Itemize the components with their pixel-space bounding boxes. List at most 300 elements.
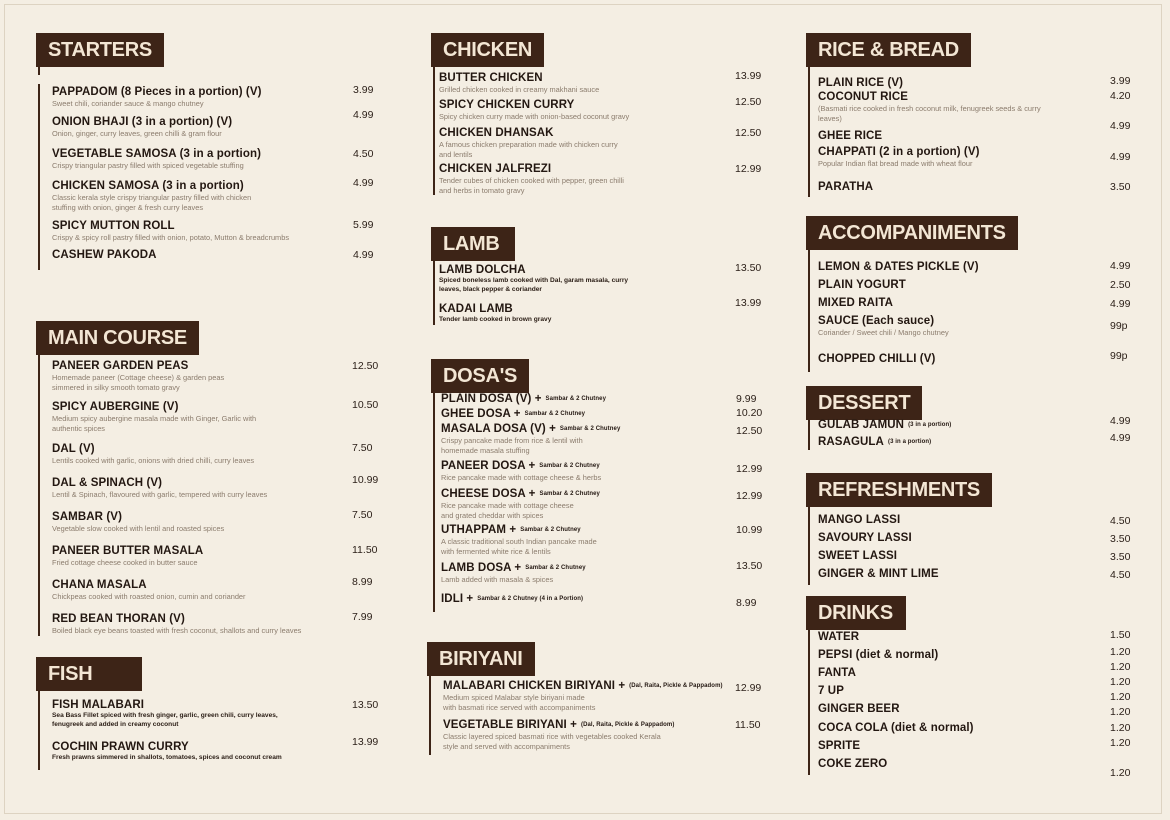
item-description-line2: with basmati rice served with accompaniments (443, 703, 596, 712)
item-description: (Basmati rice cooked in fresh coconut milk, fenugreek seeds & curry (818, 104, 1041, 113)
item-name (441, 423, 620, 435)
item-name-text: SPICY MUTTON ROLL (52, 220, 175, 232)
starters-price: 4.50 (353, 148, 374, 160)
item-name-text: UTHAPPAM + (441, 524, 517, 536)
main-course-item (52, 477, 267, 499)
item-name-text: GULAB JAMUN (818, 419, 905, 431)
item-name-text: BUTTER CHICKEN (439, 72, 543, 84)
item-description: Crispy pancake made from rice & lentil with (441, 436, 583, 445)
accompaniments-item (818, 279, 906, 291)
item-name (818, 758, 887, 770)
biriyani-item (443, 719, 674, 751)
item-description: Spicy chicken curry made with onion-based coconut gravy (439, 112, 630, 121)
item-note: Sambar & 2 Chutney (545, 395, 607, 402)
main-course-price: 12.50 (352, 360, 379, 372)
item-name-text: MASALA DOSA (V) + (441, 423, 556, 435)
dessert-rule (808, 418, 810, 450)
dosas-price: 12.99 (736, 463, 763, 475)
lamb-item (439, 303, 551, 324)
accompaniments-heading: ACCOMPANIMENTS (806, 216, 1018, 250)
biriyani-rule (429, 676, 431, 755)
fish-price: 13.50 (352, 699, 379, 711)
lamb-item (439, 264, 628, 294)
item-name (52, 249, 157, 261)
item-name (818, 550, 897, 562)
item-name-text: KADAI LAMB (439, 303, 513, 315)
item-name-text: IDLI + (441, 593, 474, 605)
item-name-text: PEPSI (diet & normal) (818, 649, 939, 661)
item-name (818, 181, 873, 193)
drinks-item (818, 631, 859, 643)
dessert-item (818, 419, 951, 431)
lamb-price: 13.99 (735, 297, 762, 309)
item-name-text: SAUCE (Each sauce) (818, 315, 935, 327)
item-name (818, 419, 951, 431)
item-description: A classic traditional south Indian pancake made (441, 537, 597, 546)
drinks-item (818, 649, 938, 661)
item-name (818, 130, 882, 142)
item-description-line2: stuffing with onion, ginger & fresh curry leaves (52, 203, 204, 212)
accompaniments-item (818, 297, 893, 309)
item-description: Coriander / Sweet chili / Mango chutney (818, 328, 949, 337)
item-name (441, 393, 606, 405)
item-name (818, 631, 859, 643)
item-name-text: 7 UP (818, 685, 844, 697)
dosas-price: 10.99 (736, 524, 763, 536)
main-course-heading: MAIN COURSE (36, 321, 199, 355)
item-name (439, 264, 628, 276)
item-name (818, 77, 903, 89)
dessert-heading: DESSERT (806, 386, 922, 420)
item-name (439, 163, 624, 175)
item-name (52, 613, 301, 625)
dessert-price: 4.99 (1110, 415, 1131, 427)
item-name-text: GINGER & MINT LIME (818, 568, 939, 580)
item-name-text: SAVOURY LASSI (818, 532, 912, 544)
item-name-text: MANGO LASSI (818, 514, 901, 526)
item-description: Tender lamb cooked in brown gravy (439, 316, 552, 323)
main-course-price: 7.50 (352, 509, 373, 521)
item-description-line2: simmered in silky smooth tomato gravy (52, 383, 180, 392)
drinks-extra-price: 1.20 (1110, 767, 1131, 779)
item-description-line2: with fermented white rice & lentils (441, 547, 551, 556)
drinks-item (818, 722, 974, 734)
item-name-text: RED BEAN THORAN (V) (52, 613, 185, 625)
chicken-price: 12.50 (735, 96, 762, 108)
drinks-heading: DRINKS (806, 596, 906, 630)
item-description: Rice pancake made with cottage cheese & herbs (441, 473, 602, 482)
item-name-text: VEGETABLE SAMOSA (3 in a portion) (52, 148, 262, 160)
item-description: Classic kerala style crispy triangular pastry filled with chicken (52, 193, 252, 202)
item-name-text: COCHIN PRAWN CURRY (52, 741, 189, 753)
accompaniments-rule (808, 252, 810, 372)
chicken-price: 13.99 (735, 70, 762, 82)
accompaniments-item (818, 315, 949, 337)
rice-bread-item (818, 91, 1041, 123)
item-name (439, 99, 629, 111)
item-description: Spiced boneless lamb cooked with Dal, garam masala, curry (439, 277, 629, 284)
item-note: Sambar & 2 Chutney (524, 410, 586, 417)
item-note: Sambar & 2 Chutney (559, 425, 621, 432)
item-description-line2: fenugreek and added in creamy coconut (52, 721, 179, 728)
drinks-price: 1.20 (1110, 646, 1131, 658)
accompaniments-price: 2.50 (1110, 279, 1131, 291)
refreshments-item (818, 532, 912, 544)
rice-bread-rule (808, 68, 810, 197)
item-name (441, 488, 600, 500)
dosas-item (441, 524, 597, 556)
item-name-text: DAL & SPINACH (V) (52, 477, 163, 489)
item-description-line2: and grated cheddar with spices (441, 511, 544, 520)
starters-price: 4.99 (353, 177, 374, 189)
drinks-item (818, 740, 860, 752)
item-description: Crispy triangular pastry filled with spiced vegetable stuffing (52, 161, 244, 170)
item-note: (Dal, Raita, Pickle & Pappadom) (629, 682, 723, 689)
item-name-text: MIXED RAITA (818, 297, 893, 309)
item-name-text: PAPPADOM (8 Pieces in a portion) (V) (52, 86, 262, 98)
item-name (818, 685, 844, 697)
starters-item (52, 116, 232, 138)
item-name-text: CHEESE DOSA + (441, 488, 536, 500)
refreshments-item (818, 514, 900, 526)
refreshments-price: 4.50 (1110, 515, 1131, 527)
dosas-price: 8.99 (736, 597, 757, 609)
item-name-text: GHEE RICE (818, 130, 883, 142)
item-name-text: CASHEW PAKODA (52, 249, 157, 261)
main-course-price: 8.99 (352, 576, 373, 588)
main-course-price: 7.99 (352, 611, 373, 623)
dessert-price: 4.99 (1110, 432, 1131, 444)
item-description: Sweet chili, coriander sauce & mango chutney (52, 99, 204, 108)
item-name-text: LAMB DOLCHA (439, 264, 526, 276)
refreshments-price: 3.50 (1110, 551, 1131, 563)
rice-bread-item (818, 130, 882, 142)
item-name-text: SPRITE (818, 740, 861, 752)
dosas-rule (433, 392, 435, 612)
item-name (439, 127, 618, 139)
fish-price: 13.99 (352, 736, 379, 748)
item-name (818, 667, 856, 679)
item-description: Sea Bass Fillet spiced with fresh ginger, garlic, green chili, curry leaves, (52, 712, 278, 719)
item-name-text: WATER (818, 631, 860, 643)
item-name (52, 699, 278, 711)
item-description: Boiled black eye beans toasted with fresh coconut, shallots and curry leaves (52, 626, 302, 635)
item-name (52, 148, 261, 160)
dessert-item (818, 436, 931, 448)
rice-bread-price: 3.99 (1110, 75, 1131, 87)
item-description: Rice pancake made with cottage cheese (441, 501, 574, 510)
drinks-rule (808, 630, 810, 775)
accompaniments-price: 4.99 (1110, 260, 1131, 272)
item-name (818, 297, 893, 309)
chicken-item (439, 99, 629, 121)
dosas-item (441, 562, 586, 584)
item-name-text: ONION BHAJI (3 in a portion) (V) (52, 116, 233, 128)
item-description: Fried cottage cheese cooked in butter sauce (52, 558, 198, 567)
drinks-price: 1.20 (1110, 706, 1131, 718)
dosas-heading: DOSA'S (431, 359, 529, 393)
refreshments-item (818, 568, 939, 580)
item-name-text: GHEE DOSA + (441, 408, 521, 420)
lamb-price: 13.50 (735, 262, 762, 274)
item-name-text: CHICKEN JALFREZI (439, 163, 552, 175)
item-name-text: RASAGULA (818, 436, 884, 448)
accompaniments-price: 99p (1110, 350, 1128, 362)
accompaniments-item (818, 353, 935, 365)
item-name (441, 460, 601, 472)
refreshments-heading: REFRESHMENTS (806, 473, 992, 507)
item-name (818, 279, 906, 291)
chicken-item (439, 127, 618, 159)
dosas-price: 9.99 (736, 393, 757, 405)
item-name (818, 436, 931, 448)
item-name-text: SPICY AUBERGINE (V) (52, 401, 179, 413)
item-name (818, 703, 900, 715)
item-name-text: COKE ZERO (818, 758, 888, 770)
starters-item (52, 148, 261, 170)
item-name (441, 524, 597, 536)
drinks-item (818, 758, 887, 770)
fish-item (52, 699, 278, 729)
drinks-item (818, 685, 844, 697)
main-course-rule (38, 355, 40, 636)
drinks-price: 1.20 (1110, 661, 1131, 673)
item-name (441, 593, 583, 605)
item-name (818, 740, 860, 752)
item-name (52, 116, 232, 128)
item-name (52, 741, 282, 753)
main-course-price: 7.50 (352, 442, 373, 454)
starters-price: 5.99 (353, 219, 374, 231)
item-name (443, 680, 723, 692)
rice-bread-heading: RICE & BREAD (806, 33, 971, 67)
item-description-line2: homemade masala stuffing (441, 446, 530, 455)
item-description: Medium spicy aubergine masala made with Ginger, Garlic with (52, 414, 257, 423)
item-name (52, 477, 267, 489)
main-course-price: 10.50 (352, 399, 379, 411)
main-course-item (52, 401, 256, 433)
item-name (441, 408, 585, 420)
chicken-price: 12.99 (735, 163, 762, 175)
item-name-text: PARATHA (818, 181, 874, 193)
item-name-text: LEMON & DATES PICKLE (V) (818, 261, 979, 273)
dosas-item (441, 593, 583, 605)
item-name-text: MALABARI CHICKEN BIRIYANI + (443, 680, 626, 692)
item-description: Onion, ginger, curry leaves, green chilli & gram flour (52, 129, 222, 138)
item-description: A famous chicken preparation made with chicken curry (439, 140, 618, 149)
drinks-price: 1.20 (1110, 722, 1131, 734)
fish-item (52, 741, 282, 762)
item-name-text: PLAIN YOGURT (818, 279, 906, 291)
item-name (443, 719, 674, 731)
starters-item (52, 86, 262, 108)
item-name-text: SWEET LASSI (818, 550, 898, 562)
item-name-text: COCA COLA (diet & normal) (818, 722, 974, 734)
item-description: Homemade paneer (Cottage cheese) & garden peas (52, 373, 225, 382)
item-name-text: FANTA (818, 667, 856, 679)
main-course-item (52, 511, 224, 533)
item-name (52, 443, 254, 455)
lamb-rule (433, 260, 435, 325)
item-description: Fresh prawns simmered in shallots, tomatoes, spices and coconut cream (52, 754, 282, 761)
chicken-heading: CHICKEN (431, 33, 544, 67)
rice-bread-item (818, 77, 903, 89)
item-name-text: SAMBAR (V) (52, 511, 122, 523)
item-name (439, 72, 599, 84)
biriyani-heading: BIRIYANI (427, 642, 535, 676)
item-note: (Dal, Raita, Pickle & Pappadom) (580, 721, 675, 728)
item-description: Tender cubes of chicken cooked with pepper, green chilli (439, 176, 624, 185)
biriyani-price: 12.99 (735, 682, 762, 694)
item-description-line2: leaves, black pepper & coriander (439, 286, 542, 293)
fish-rule (38, 690, 40, 770)
rice-bread-price: 4.99 (1110, 151, 1131, 163)
biriyani-price: 11.50 (735, 719, 761, 731)
dosas-price: 12.50 (736, 425, 763, 437)
item-name-text: LAMB DOSA + (441, 562, 522, 574)
item-note: Sambar & 2 Chutney (4 in a Portion) (477, 595, 584, 602)
main-course-item (52, 545, 203, 567)
starters-price: 4.99 (353, 109, 374, 121)
rice-bread-price: 3.50 (1110, 181, 1131, 193)
rice-bread-price: 4.99 (1110, 120, 1131, 132)
item-description: Vegetable slow cooked with lentil and roasted spices (52, 524, 225, 533)
item-name-text: CHANA MASALA (52, 579, 147, 591)
chicken-price: 12.50 (735, 127, 762, 139)
drinks-price: 1.50 (1110, 629, 1131, 641)
item-name (818, 568, 939, 580)
lamb-heading: LAMB (431, 227, 515, 261)
main-course-item (52, 613, 301, 635)
item-description-line2: leaves) (818, 114, 842, 123)
drinks-item (818, 667, 856, 679)
item-description: Chickpeas cooked with roasted onion, cumin and coriander (52, 592, 246, 601)
starters-rule (38, 84, 40, 270)
item-name-text: PLAIN RICE (V) (818, 77, 904, 89)
item-name-text: FISH MALABARI (52, 699, 145, 711)
item-description: Crispy & spicy roll pastry filled with onion, potato, Mutton & breadcrumbs (52, 233, 290, 242)
refreshments-rule (808, 508, 810, 585)
rice-bread-price: 4.20 (1110, 90, 1131, 102)
item-note: (3 in a portion) (887, 438, 932, 445)
drinks-price: 1.20 (1110, 691, 1131, 703)
dosas-item (441, 393, 606, 405)
item-description: Medium spiced Malabar style biriyani made (443, 693, 585, 702)
item-name (818, 353, 935, 365)
item-name-text: PANEER DOSA + (441, 460, 536, 472)
item-name-text: PANEER BUTTER MASALA (52, 545, 204, 557)
item-note: Sambar & 2 Chutney (520, 526, 581, 533)
refreshments-price: 3.50 (1110, 533, 1131, 545)
rice-bread-item (818, 181, 873, 193)
item-note: (3 in a portion) (908, 421, 952, 428)
starters-heading: STARTERS (36, 33, 164, 67)
dosas-item (441, 460, 601, 482)
starters-price: 4.99 (353, 249, 374, 261)
item-description: Classic layered spiced basmati rice with vegetables cooked Kerala (443, 732, 661, 741)
starters-item (52, 220, 289, 242)
fish-heading: FISH (36, 657, 142, 691)
item-description-line2: style and served with accompaniments (443, 742, 570, 751)
main-course-item (52, 579, 246, 601)
item-name (818, 261, 979, 273)
item-name (52, 579, 246, 591)
item-name (52, 511, 224, 523)
item-name (52, 86, 262, 98)
item-name (439, 303, 551, 315)
item-name-text: PANEER GARDEN PEAS (52, 360, 189, 372)
item-name (52, 220, 289, 232)
chicken-item (439, 72, 599, 94)
item-name-text: CHICKEN DHANSAK (439, 127, 554, 139)
item-note: Sambar & 2 Chutney (539, 462, 600, 469)
item-description-line2: authentic spices (52, 424, 105, 433)
item-description-line2: and lentils (439, 150, 473, 159)
item-name (818, 532, 912, 544)
dosas-price: 10.20 (736, 407, 763, 419)
item-name (52, 180, 251, 192)
item-name-text: CHOPPED CHILLI (V) (818, 353, 936, 365)
item-name (52, 401, 256, 413)
item-description: Lamb added with masala & spices (441, 575, 554, 584)
item-name (818, 146, 980, 158)
item-name-text: DAL (V) (52, 443, 95, 455)
item-description: Grilled chicken cooked in creamy makhani sauce (439, 85, 600, 94)
main-course-price: 11.50 (352, 544, 378, 556)
accompaniments-price: 4.99 (1110, 298, 1131, 310)
item-name (818, 91, 1041, 103)
starters-price: 3.99 (353, 84, 374, 96)
item-name (818, 722, 974, 734)
item-description: Popular Indian flat bread made with wheat flour (818, 159, 973, 168)
refreshments-price: 4.50 (1110, 569, 1131, 581)
item-description: Lentil & Spinach, flavoured with garlic, tempered with curry leaves (52, 490, 268, 499)
biriyani-item (443, 680, 723, 712)
rice-bread-item (818, 146, 980, 168)
item-name-text: CHICKEN SAMOSA (3 in a portion) (52, 180, 244, 192)
item-name-text: SPICY CHICKEN CURRY (439, 99, 575, 111)
drinks-item (818, 703, 900, 715)
accompaniments-item (818, 261, 979, 273)
accompaniments-price: 99p (1110, 320, 1128, 332)
item-name (52, 545, 203, 557)
item-name-text: PLAIN DOSA (V) + (441, 393, 542, 405)
item-name (818, 649, 938, 661)
item-note: Sambar & 2 Chutney (525, 564, 586, 571)
main-course-item (52, 443, 254, 465)
item-description-line2: and herbs in tomato gravy (439, 186, 525, 195)
starters-item (52, 249, 157, 261)
dosas-item (441, 423, 620, 455)
item-name (818, 514, 900, 526)
item-note: Sambar & 2 Chutney (539, 490, 600, 497)
main-course-item (52, 360, 224, 392)
dosas-price: 13.50 (736, 560, 763, 572)
main-course-price: 10.99 (352, 474, 379, 486)
chicken-rule (433, 66, 435, 195)
item-description: Lentils cooked with garlic, onions with dried chilli, curry leaves (52, 456, 255, 465)
item-name (441, 562, 586, 574)
item-name-text: COCONUT RICE (818, 91, 909, 103)
dosas-price: 12.99 (736, 490, 763, 502)
starters-item (52, 180, 251, 212)
drinks-price: 1.20 (1110, 737, 1131, 749)
item-name-text: GINGER BEER (818, 703, 900, 715)
refreshments-item (818, 550, 897, 562)
item-name (52, 360, 224, 372)
item-name-text: VEGETABLE BIRIYANI + (443, 719, 577, 731)
drinks-price: 1.20 (1110, 676, 1131, 688)
